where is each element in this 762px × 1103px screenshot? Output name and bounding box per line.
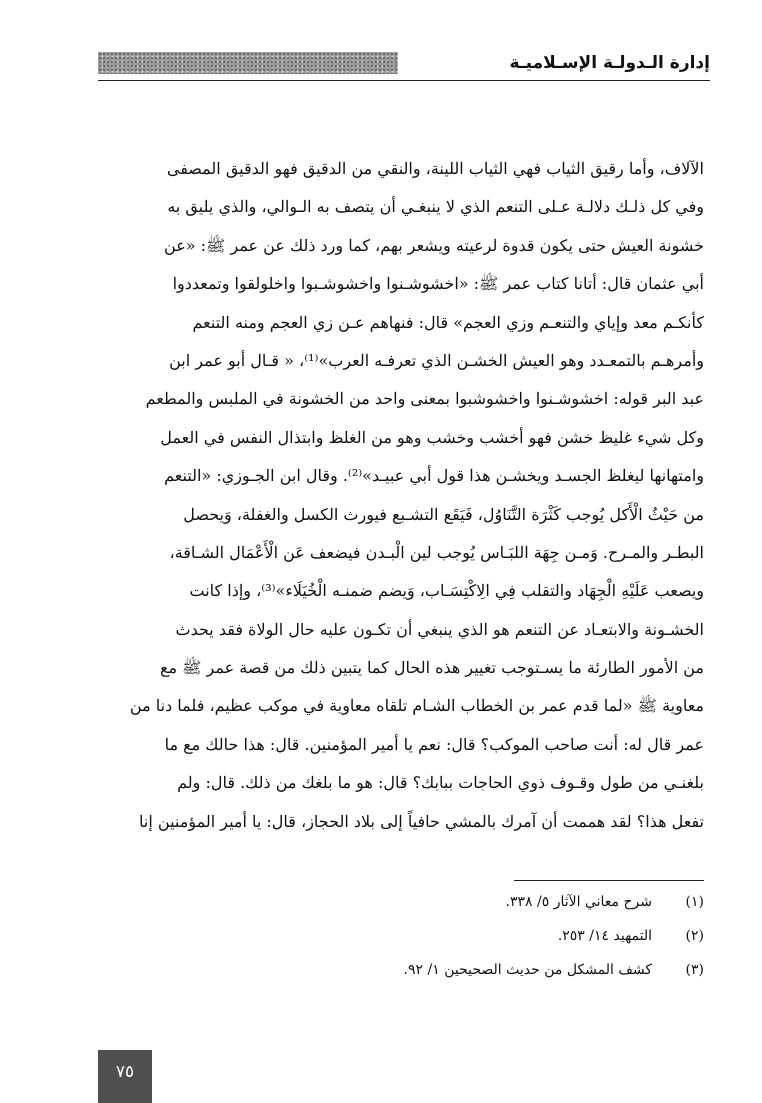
text-line: من حَيْثُ الْأَكل يُوجب كَثْرَة التَّنَاوُل، فَيَقَع التشـبع فيورث الكسل والغفلة، وَيحصل [183,504,704,524]
text-line: من الأمور الطارئة ما يسـتوجب تغيير هذه الحال كما يتبين ذلك من قصة عمر ﷺ مع [159,658,704,678]
text-line: خشونة العيش حتى يكون قدوة لرعيته ويشعر بهم، كما ورد ذلك عن عمر ﷺ: «عن [164,235,704,255]
text-line: أبي عثمان قال: أتانا كتاب عمر ﷺ: «اخشوشـنوا واخشوشـبوا واخلولقوا وتمعددوا [172,274,704,294]
text-line: الخشـونة والابتعـاد عن التنعم هو الذي ينبغي أن تكـون عليه حال الولاة فقد يحدث [175,619,704,639]
text-line: بلغنـي من طول وقـوف ذوي الحاجات ببابك؟ قال: هو ما بلغك من ذلك. قال: ولم [177,773,704,793]
page-number-box [98,1050,152,1103]
text-line: البطـر والمـرح. وَمـن جِهَة اللبَـاس يُوجب لين الْبـدن فيضعف عَن الْأَعْمَال الشـاقة، [169,542,704,562]
header-decorative-band [98,52,398,74]
text-line: معاوية ﷺ «لما قدم عمر بن الخطاب الشـام تلقاه معاوية في موكب عظيم، فلما دنا من [129,696,704,716]
footnote [254,953,704,987]
text-line: وامتهانها ليغلظ الجسـد ويخشـن هذا قول أبي عبيـد»⁽²⁾. وقال ابن الجـوزي: «التنعم [164,466,704,486]
body-text [58,150,704,841]
running-title: إدارة الـدولـة الإسـلاميـة [509,53,710,73]
page-number: ٧٥ [115,1062,135,1082]
footnote [254,885,704,919]
footnote-number: (٢) [685,928,704,944]
page-header [98,50,710,84]
footnote-text: كشف المشكل من حديث الصحيحين ١/ ٩٢. [403,962,652,978]
text-line: وأمرهـم بالتمعـدد وهو العيش الخشـن الذي تعرفـه العرب»⁽¹⁾، « قـال أبو عمر ابن [169,350,704,370]
footnotes [254,885,704,987]
footnote-text: التمهيد ١٤/ ٢٥٣. [557,928,652,944]
footnote-number: (١) [685,894,704,910]
text-line: عمر قال له: أنت صاحب الموكب؟ قال: نعم يا أمير المؤمنين. قال: هذا حالك مع ما [164,734,704,754]
footnote-number: (٣) [685,962,704,978]
footnote [254,919,704,953]
footnote-text: شرح معاني الآثار ٥/ ٣٣٨. [505,894,652,910]
header-rule [98,80,710,81]
text-line: وكل شيء غليظ خشن فهو أخشب وخشب وهو من الغلظ وابتذال النفس في العمل [160,427,704,447]
text-line: تفعل هذا؟ لقد هممت أن آمرك بالمشي حافياً إلى بلاد الحجاز، قال: يا أمير المؤمنين إنا [139,811,704,831]
text-line: ويصعب عَلَيْهِ الْجِهَاد والتقلب فِي الِاكْتِسَـاب، وَيضم ضمنـه الْخُيَلَاء»⁽³⁾، وإذا كانت [189,581,704,601]
footnote-separator [514,880,704,881]
text-line: وفي كل ذلـك دلالـة عـلى التنعم الذي لا ينبغـي أن يتصف به الـوالي، والذي يليق به [167,197,704,217]
text-line: كأنكـم معد وإياي والتنعـم وزي العجم» قال: فنهاهم عـن زي العجم ومنه التنعم [192,312,704,332]
text-line: عبد البر قوله: اخشوشـنوا واخشوشبوا بمعنى واحد من الخشونة في الملبس والمطعم [145,389,704,409]
text-line: الآلاف، وأما رقيق الثياب فهي الثياب اللينة، والنقي من الدقيق فهو الدقيق المصفى [166,159,704,178]
